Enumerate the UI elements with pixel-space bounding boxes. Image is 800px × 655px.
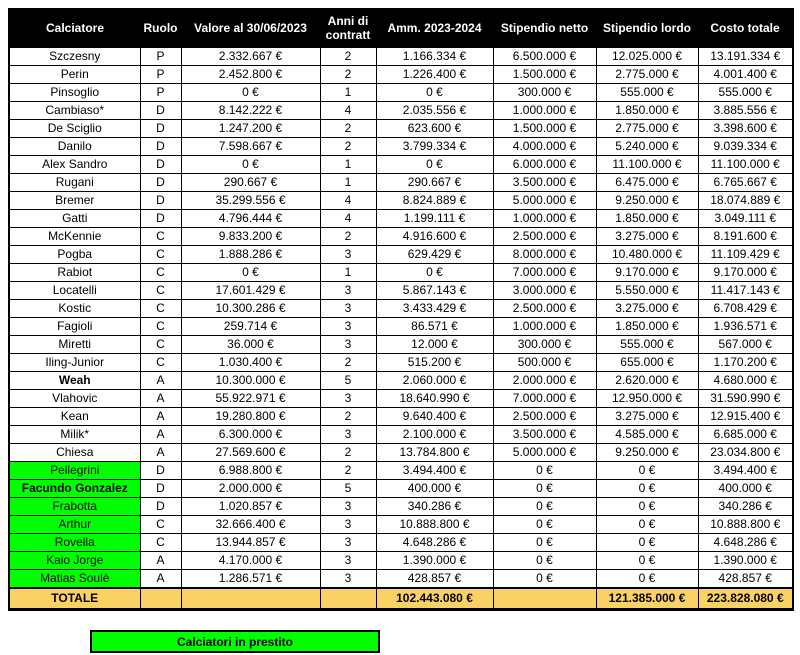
player-name-cell[interactable]: Kean	[9, 408, 140, 426]
cell[interactable]: 36.000 €	[181, 336, 320, 354]
cell[interactable]: 629.429 €	[376, 246, 493, 264]
cell[interactable]: 86.571 €	[376, 318, 493, 336]
cell[interactable]: 18.640.990 €	[376, 390, 493, 408]
column-header-stipendio-netto: Stipendio netto	[493, 9, 596, 48]
table-row	[9, 264, 793, 282]
cell[interactable]	[140, 588, 181, 610]
cell[interactable]: 2.332.667 €	[181, 48, 320, 66]
cell[interactable]: 3.494.400 €	[376, 462, 493, 480]
cell[interactable]: 8.191.600 €	[698, 228, 793, 246]
cell[interactable]: 567.000 €	[698, 336, 793, 354]
cell[interactable]: 13.944.857 €	[181, 534, 320, 552]
cell[interactable]: 0 €	[181, 264, 320, 282]
totals-ammortamento-cell[interactable]: 102.443.080 €	[376, 588, 493, 610]
column-header-ruolo: Ruolo	[140, 9, 181, 48]
cell[interactable]: 1.500.000 €	[493, 66, 596, 84]
table-row	[9, 138, 793, 156]
cell[interactable]: 500.000 €	[493, 354, 596, 372]
cell[interactable]: 1.286.571 €	[181, 570, 320, 589]
cell[interactable]: D	[140, 138, 181, 156]
cell[interactable]: 340.286 €	[698, 498, 793, 516]
player-name-cell[interactable]: Perin	[9, 66, 140, 84]
cell[interactable]: 3	[320, 246, 376, 264]
cell[interactable]: 3.275.000 €	[596, 228, 698, 246]
table-row	[9, 390, 793, 408]
cell[interactable]: 555.000 €	[596, 84, 698, 102]
cell[interactable]: 0 €	[493, 462, 596, 480]
cell[interactable]: 1	[320, 264, 376, 282]
cell[interactable]: 3.799.334 €	[376, 138, 493, 156]
table-row	[9, 534, 793, 552]
cell[interactable]: 2	[320, 228, 376, 246]
cell[interactable]: 1.850.000 €	[596, 318, 698, 336]
cell[interactable]: D	[140, 192, 181, 210]
cell[interactable]: 0 €	[376, 156, 493, 174]
cell[interactable]: 4	[320, 210, 376, 228]
cell[interactable]: 10.300.000 €	[181, 372, 320, 390]
cell[interactable]: 3	[320, 516, 376, 534]
cell[interactable]: 5.867.143 €	[376, 282, 493, 300]
cell[interactable]: A	[140, 390, 181, 408]
player-name-cell[interactable]: Kaio Jorge	[9, 552, 140, 570]
player-name-cell[interactable]: Milik*	[9, 426, 140, 444]
cell[interactable]: 655.000 €	[596, 354, 698, 372]
cell[interactable]: 1.888.286 €	[181, 246, 320, 264]
cell[interactable]	[181, 588, 320, 610]
player-name-cell[interactable]: Iling-Junior	[9, 354, 140, 372]
cell[interactable]: 3.494.400 €	[698, 462, 793, 480]
table-row	[9, 552, 793, 570]
cell[interactable]: 1.166.334 €	[376, 48, 493, 66]
player-name-cell[interactable]: Facundo Gonzalez	[9, 480, 140, 498]
cell[interactable]: D	[140, 174, 181, 192]
cell[interactable]: 2	[320, 66, 376, 84]
cell[interactable]: 3.500.000 €	[493, 426, 596, 444]
cell[interactable]: D	[140, 462, 181, 480]
cell[interactable]: 7.000.000 €	[493, 390, 596, 408]
cell[interactable]: 1.000.000 €	[493, 102, 596, 120]
cell[interactable]: C	[140, 228, 181, 246]
player-name-cell[interactable]: Rugani	[9, 174, 140, 192]
cell[interactable]: 3	[320, 300, 376, 318]
cell[interactable]: 12.915.400 €	[698, 408, 793, 426]
cell[interactable]: C	[140, 336, 181, 354]
player-name-cell[interactable]: Bremer	[9, 192, 140, 210]
column-header-ammortamento: Amm. 2023-2024	[376, 9, 493, 48]
cell[interactable]: 4.648.286 €	[376, 534, 493, 552]
cell[interactable]: C	[140, 264, 181, 282]
cell[interactable]: 11.109.429 €	[698, 246, 793, 264]
cell[interactable]: 11.417.143 €	[698, 282, 793, 300]
column-header-stipendio-lordo: Stipendio lordo	[596, 9, 698, 48]
table-row	[9, 246, 793, 264]
cell[interactable]: 11.100.000 €	[698, 156, 793, 174]
cell[interactable]: 13.784.800 €	[376, 444, 493, 462]
loan-legend-label: Calciatori in prestito	[176, 634, 294, 649]
table-row	[9, 462, 793, 480]
cell[interactable]: 2.500.000 €	[493, 300, 596, 318]
totals-label-cell[interactable]: TOTALE	[9, 588, 140, 610]
player-name-cell[interactable]: Szczesny	[9, 48, 140, 66]
spreadsheet	[0, 8, 800, 655]
cell[interactable]: 2.000.000 €	[493, 372, 596, 390]
table-row	[9, 210, 793, 228]
cell[interactable]: 9.833.200 €	[181, 228, 320, 246]
cell[interactable]: 11.100.000 €	[596, 156, 698, 174]
cell[interactable]: 3	[320, 498, 376, 516]
cell[interactable]: 4.001.400 €	[698, 66, 793, 84]
cell[interactable]: 6.000.000 €	[493, 156, 596, 174]
cell[interactable]: 0 €	[493, 570, 596, 589]
cell[interactable]: 0 €	[181, 84, 320, 102]
cell[interactable]: 2.775.000 €	[596, 66, 698, 84]
cell[interactable]: 300.000 €	[493, 336, 596, 354]
cell[interactable]: 2.500.000 €	[493, 408, 596, 426]
cell[interactable]: 2.000.000 €	[181, 480, 320, 498]
cell[interactable]: C	[140, 354, 181, 372]
cell[interactable]: 9.170.000 €	[698, 264, 793, 282]
column-header-costo-totale: Costo totale	[698, 9, 793, 48]
cell[interactable]: C	[140, 534, 181, 552]
player-name-cell[interactable]: Cambiaso*	[9, 102, 140, 120]
cell[interactable]: 2.452.800 €	[181, 66, 320, 84]
cell[interactable]: 1	[320, 156, 376, 174]
cell[interactable]: 3.433.429 €	[376, 300, 493, 318]
player-name-cell[interactable]: Gatti	[9, 210, 140, 228]
cell[interactable]: 31.590.990 €	[698, 390, 793, 408]
column-header-calciatore: Calciatore	[9, 9, 140, 48]
totals-costo-totale-cell[interactable]: 223.828.080 €	[698, 588, 793, 610]
player-name-cell[interactable]: Pogba	[9, 246, 140, 264]
cell[interactable]: 0 €	[493, 516, 596, 534]
cell[interactable]: 12.950.000 €	[596, 390, 698, 408]
header-row	[9, 9, 793, 48]
table-row	[9, 318, 793, 336]
cell[interactable]: 3.500.000 €	[493, 174, 596, 192]
table-body	[9, 48, 793, 589]
players-cost-table	[8, 8, 794, 611]
cell[interactable]: 6.988.800 €	[181, 462, 320, 480]
cell[interactable]: 4.680.000 €	[698, 372, 793, 390]
table-row	[9, 174, 793, 192]
cell[interactable]: 18.074.889 €	[698, 192, 793, 210]
cell[interactable]: 6.765.667 €	[698, 174, 793, 192]
cell[interactable]: 1.850.000 €	[596, 210, 698, 228]
cell[interactable]: 2	[320, 408, 376, 426]
cell[interactable]: 3.398.600 €	[698, 120, 793, 138]
cell[interactable]: 17.601.429 €	[181, 282, 320, 300]
cell[interactable]: C	[140, 246, 181, 264]
player-name-cell[interactable]: Alex Sandro	[9, 156, 140, 174]
cell[interactable]: P	[140, 66, 181, 84]
cell[interactable]: 0 €	[493, 534, 596, 552]
cell[interactable]: 6.475.000 €	[596, 174, 698, 192]
table-row	[9, 66, 793, 84]
cell[interactable]: 1.226.400 €	[376, 66, 493, 84]
cell[interactable]: 4.170.000 €	[181, 552, 320, 570]
cell[interactable]: 55.922.971 €	[181, 390, 320, 408]
player-name-cell[interactable]: Locatelli	[9, 282, 140, 300]
cell[interactable]: 9.039.334 €	[698, 138, 793, 156]
cell[interactable]: 8.142.222 €	[181, 102, 320, 120]
table-row	[9, 84, 793, 102]
table-row	[9, 120, 793, 138]
cell[interactable]: D	[140, 156, 181, 174]
cell[interactable]: 5	[320, 480, 376, 498]
cell[interactable]: P	[140, 84, 181, 102]
table-row	[9, 498, 793, 516]
cell[interactable]: D	[140, 480, 181, 498]
cell[interactable]: 2.060.000 €	[376, 372, 493, 390]
table-row	[9, 336, 793, 354]
cell[interactable]: 5.240.000 €	[596, 138, 698, 156]
cell[interactable]: 2.620.000 €	[596, 372, 698, 390]
cell[interactable]: 19.280.800 €	[181, 408, 320, 426]
cell[interactable]: 0 €	[376, 264, 493, 282]
cell[interactable]: 9.250.000 €	[596, 444, 698, 462]
cell[interactable]: 2.500.000 €	[493, 228, 596, 246]
table-row	[9, 228, 793, 246]
table-row	[9, 570, 793, 589]
cell[interactable]: 2	[320, 462, 376, 480]
cell[interactable]: A	[140, 408, 181, 426]
cell[interactable]: 2.035.556 €	[376, 102, 493, 120]
cell[interactable]: 4	[320, 102, 376, 120]
cell[interactable]: 7.598.667 €	[181, 138, 320, 156]
cell[interactable]: 555.000 €	[698, 84, 793, 102]
cell[interactable]: 0 €	[596, 480, 698, 498]
cell[interactable]: 1.170.200 €	[698, 354, 793, 372]
cell[interactable]: 10.480.000 €	[596, 246, 698, 264]
cell[interactable]: D	[140, 102, 181, 120]
cell[interactable]: 1.030.400 €	[181, 354, 320, 372]
cell[interactable]: 4.000.000 €	[493, 138, 596, 156]
cell[interactable]: 0 €	[493, 498, 596, 516]
cell[interactable]: 400.000 €	[376, 480, 493, 498]
cell[interactable]: 1.247.200 €	[181, 120, 320, 138]
cell[interactable]: 1.500.000 €	[493, 120, 596, 138]
player-name-cell[interactable]: Danilo	[9, 138, 140, 156]
player-name-cell[interactable]: Chiesa	[9, 444, 140, 462]
cell[interactable]: A	[140, 552, 181, 570]
cell[interactable]: 0 €	[596, 462, 698, 480]
player-name-cell[interactable]: Miretti	[9, 336, 140, 354]
table-row	[9, 516, 793, 534]
cell[interactable]: 1.199.111 €	[376, 210, 493, 228]
table-row	[9, 408, 793, 426]
table-row	[9, 102, 793, 120]
cell[interactable]: 428.857 €	[376, 570, 493, 589]
cell[interactable]: 1.000.000 €	[493, 210, 596, 228]
table-row	[9, 444, 793, 462]
cell[interactable]: 3	[320, 426, 376, 444]
column-header-anni-di-contratto: Anni di contratt	[320, 9, 376, 48]
cell[interactable]: 340.286 €	[376, 498, 493, 516]
table-row	[9, 156, 793, 174]
cell[interactable]: A	[140, 426, 181, 444]
cell[interactable]: 6.708.429 €	[698, 300, 793, 318]
cell[interactable]: 2	[320, 120, 376, 138]
cell[interactable]: 3.275.000 €	[596, 408, 698, 426]
player-name-cell[interactable]: Vlahovic	[9, 390, 140, 408]
cell[interactable]: 5	[320, 372, 376, 390]
cell[interactable]: C	[140, 516, 181, 534]
cell[interactable]: 4.585.000 €	[596, 426, 698, 444]
cell[interactable]: 515.200 €	[376, 354, 493, 372]
cell[interactable]: 3	[320, 390, 376, 408]
cell[interactable]: 8.000.000 €	[493, 246, 596, 264]
cell[interactable]: D	[140, 498, 181, 516]
cell[interactable]	[320, 588, 376, 610]
cell[interactable]: 4.648.286 €	[698, 534, 793, 552]
table-row	[9, 354, 793, 372]
player-name-cell[interactable]: Matias Soulè	[9, 570, 140, 589]
cell[interactable]: 8.824.889 €	[376, 192, 493, 210]
cell[interactable]: 27.569.600 €	[181, 444, 320, 462]
table-row	[9, 282, 793, 300]
cell[interactable]: 3.049.111 €	[698, 210, 793, 228]
cell[interactable]: 9.640.400 €	[376, 408, 493, 426]
totals-row	[9, 588, 793, 610]
player-name-cell[interactable]: De Sciglio	[9, 120, 140, 138]
cell[interactable]: 9.170.000 €	[596, 264, 698, 282]
cell[interactable]: 3.275.000 €	[596, 300, 698, 318]
cell[interactable]: 3	[320, 534, 376, 552]
cell[interactable]: 10.888.800 €	[376, 516, 493, 534]
cell[interactable]: A	[140, 372, 181, 390]
table-row	[9, 192, 793, 210]
cell[interactable]: 0 €	[493, 480, 596, 498]
cell[interactable]: 13.191.334 €	[698, 48, 793, 66]
cell[interactable]: 0 €	[596, 534, 698, 552]
cell[interactable]: 400.000 €	[698, 480, 793, 498]
player-name-cell[interactable]: Frabotta	[9, 498, 140, 516]
cell[interactable]: 10.300.286 €	[181, 300, 320, 318]
player-name-cell[interactable]: Pinsoglio	[9, 84, 140, 102]
cell[interactable]: 555.000 €	[596, 336, 698, 354]
table-row	[9, 48, 793, 66]
cell[interactable]: 1.936.571 €	[698, 318, 793, 336]
cell[interactable]: 259.714 €	[181, 318, 320, 336]
cell[interactable]: C	[140, 318, 181, 336]
cell[interactable]: 0 €	[596, 516, 698, 534]
player-name-cell[interactable]: Weah	[9, 372, 140, 390]
cell[interactable]: C	[140, 300, 181, 318]
cell[interactable]: 4.916.600 €	[376, 228, 493, 246]
totals-stipendio-lordo-cell[interactable]: 121.385.000 €	[596, 588, 698, 610]
cell[interactable]: A	[140, 444, 181, 462]
player-name-cell[interactable]: Kostic	[9, 300, 140, 318]
cell[interactable]: 2	[320, 138, 376, 156]
cell[interactable]: 6.300.000 €	[181, 426, 320, 444]
player-name-cell[interactable]: McKennie	[9, 228, 140, 246]
cell[interactable]: D	[140, 120, 181, 138]
cell[interactable]: 3.885.556 €	[698, 102, 793, 120]
cell[interactable]: 9.250.000 €	[596, 192, 698, 210]
cell[interactable]: C	[140, 282, 181, 300]
cell[interactable]: 0 €	[181, 156, 320, 174]
player-name-cell[interactable]: Fagioli	[9, 318, 140, 336]
cell[interactable]: 0 €	[596, 552, 698, 570]
table-row	[9, 300, 793, 318]
cell[interactable]: 1.000.000 €	[493, 318, 596, 336]
cell[interactable]: 1.390.000 €	[698, 552, 793, 570]
cell[interactable]: 0 €	[596, 570, 698, 589]
cell[interactable]: 7.000.000 €	[493, 264, 596, 282]
player-name-cell[interactable]: Arthur	[9, 516, 140, 534]
table-row	[9, 480, 793, 498]
cell[interactable]: 428.857 €	[698, 570, 793, 589]
cell[interactable]	[493, 588, 596, 610]
loan-legend	[90, 630, 380, 653]
cell[interactable]: 3	[320, 570, 376, 589]
cell[interactable]: 1	[320, 174, 376, 192]
player-name-cell[interactable]: Rovella	[9, 534, 140, 552]
cell[interactable]: P	[140, 48, 181, 66]
table-row	[9, 426, 793, 444]
cell[interactable]: 2.775.000 €	[596, 120, 698, 138]
cell[interactable]: 3	[320, 336, 376, 354]
player-name-cell[interactable]: Rabiot	[9, 264, 140, 282]
cell[interactable]: 3	[320, 552, 376, 570]
cell[interactable]: 32.666.400 €	[181, 516, 320, 534]
cell[interactable]: 1.020.857 €	[181, 498, 320, 516]
cell[interactable]: 10.888.800 €	[698, 516, 793, 534]
cell[interactable]: D	[140, 210, 181, 228]
cell[interactable]: 12.000 €	[376, 336, 493, 354]
cell[interactable]: 623.600 €	[376, 120, 493, 138]
cell[interactable]: 4.796.444 €	[181, 210, 320, 228]
cell[interactable]: 3	[320, 318, 376, 336]
cell[interactable]: 1	[320, 84, 376, 102]
cell[interactable]: 3.000.000 €	[493, 282, 596, 300]
cell[interactable]: 2	[320, 48, 376, 66]
player-name-cell[interactable]: Pellegrini	[9, 462, 140, 480]
cell[interactable]: 6.500.000 €	[493, 48, 596, 66]
cell[interactable]: A	[140, 570, 181, 589]
cell[interactable]: 290.667 €	[376, 174, 493, 192]
cell[interactable]: 300.000 €	[493, 84, 596, 102]
cell[interactable]: 1.850.000 €	[596, 102, 698, 120]
cell[interactable]: 5.000.000 €	[493, 444, 596, 462]
cell[interactable]: 290.667 €	[181, 174, 320, 192]
column-header-valore: Valore al 30/06/2023	[181, 9, 320, 48]
cell[interactable]: 5.550.000 €	[596, 282, 698, 300]
cell[interactable]: 0 €	[493, 552, 596, 570]
cell[interactable]: 0 €	[596, 498, 698, 516]
cell[interactable]: 2	[320, 444, 376, 462]
cell[interactable]: 2	[320, 354, 376, 372]
cell[interactable]: 12.025.000 €	[596, 48, 698, 66]
cell[interactable]: 4	[320, 192, 376, 210]
cell[interactable]: 6.685.000 €	[698, 426, 793, 444]
cell[interactable]: 3	[320, 282, 376, 300]
cell[interactable]: 23.034.800 €	[698, 444, 793, 462]
cell[interactable]: 0 €	[376, 84, 493, 102]
table-row	[9, 372, 793, 390]
cell[interactable]: 1.390.000 €	[376, 552, 493, 570]
cell[interactable]: 2.100.000 €	[376, 426, 493, 444]
cell[interactable]: 35.299.556 €	[181, 192, 320, 210]
cell[interactable]: 5.000.000 €	[493, 192, 596, 210]
